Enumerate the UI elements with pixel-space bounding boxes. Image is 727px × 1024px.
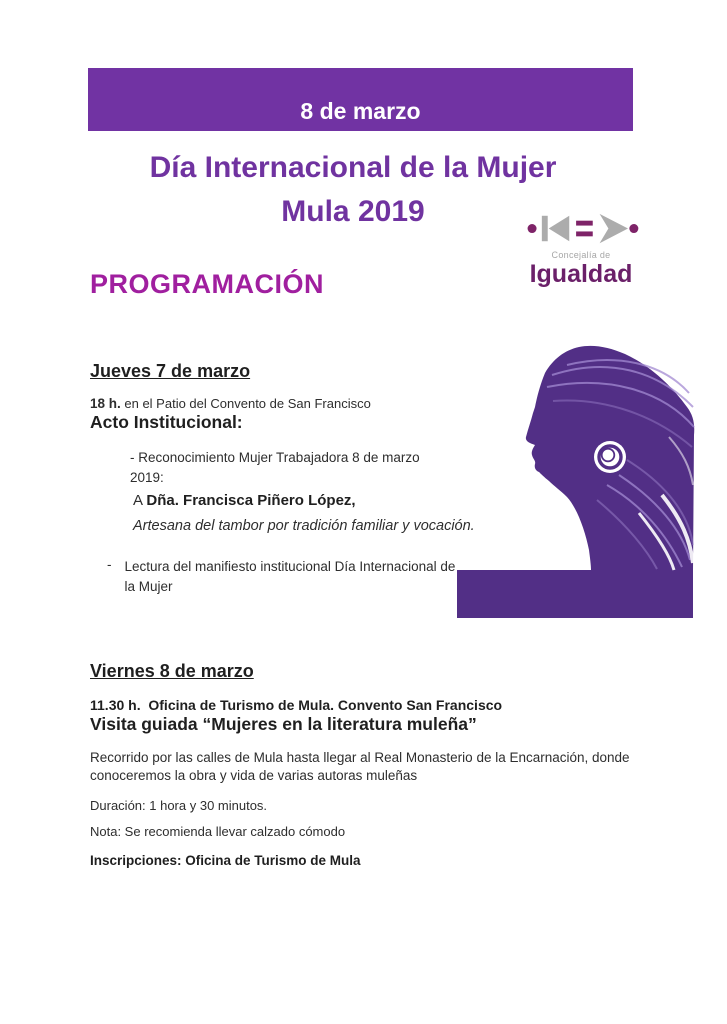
igualdad-logo: [514, 206, 648, 289]
honoree-description: Artesana del tambor por tradición familiar y vocación.: [133, 518, 475, 534]
thursday-time: 18 h.: [90, 396, 121, 411]
thursday-heading: Jueves 7 de marzo: [90, 361, 251, 381]
friday-description: Recorrido por las calles de Mula hasta llegar al Real Monasterio de la Encarnación, donde conoceremos la obra y vida de varias autoras muleñas: [90, 750, 630, 783]
friday-event-title: Visita guiada “Mujeres en la literatura muleña”: [90, 714, 477, 734]
logo-caption-small: Concejalía de: [551, 250, 611, 260]
honoree-line: [133, 492, 356, 509]
page-title-line1: Día Internacional de la Mujer: [149, 151, 557, 184]
thursday-time-line: [90, 396, 371, 411]
woman-profile-silhouette-image: [457, 345, 695, 618]
program-heading: PROGRAMACIÓN: [90, 269, 324, 299]
bullet-dash: -: [107, 557, 112, 572]
friday-time-line: 11.30 h. Oficina de Turismo de Mula. Convento San Francisco: [90, 697, 503, 713]
bullet-text: Lectura del manifiesto institucional Día Internacional de la Mujer: [124, 559, 456, 594]
header-banner: [88, 68, 633, 131]
honoree-prefix: A: [133, 492, 147, 509]
thursday-bullet-recognition: - Reconocimiento Mujer Trabajadora 8 de marzo 2019:: [130, 450, 420, 485]
page-title-line2: Mula 2019: [281, 195, 425, 228]
friday-heading: Viernes 8 de marzo: [90, 661, 254, 681]
honoree-name: Dña. Francisca Piñero López,: [146, 492, 356, 509]
equality-arrows-icon: [522, 206, 640, 252]
banner-title: 8 de marzo: [300, 98, 421, 124]
friday-note: Nota: Se recomienda llevar calzado cómodo: [90, 824, 346, 839]
thursday-place: en el Patio del Convento de San Francisco: [120, 396, 371, 411]
friday-duration: Duración: 1 hora y 30 minutos.: [90, 798, 268, 813]
thursday-event-title: Acto Institucional:: [90, 412, 243, 432]
thursday-bullet-manifesto: [107, 557, 459, 596]
logo-caption-large: Igualdad: [529, 260, 633, 288]
friday-registration: Inscripciones: Oficina de Turismo de Mula: [90, 853, 361, 868]
